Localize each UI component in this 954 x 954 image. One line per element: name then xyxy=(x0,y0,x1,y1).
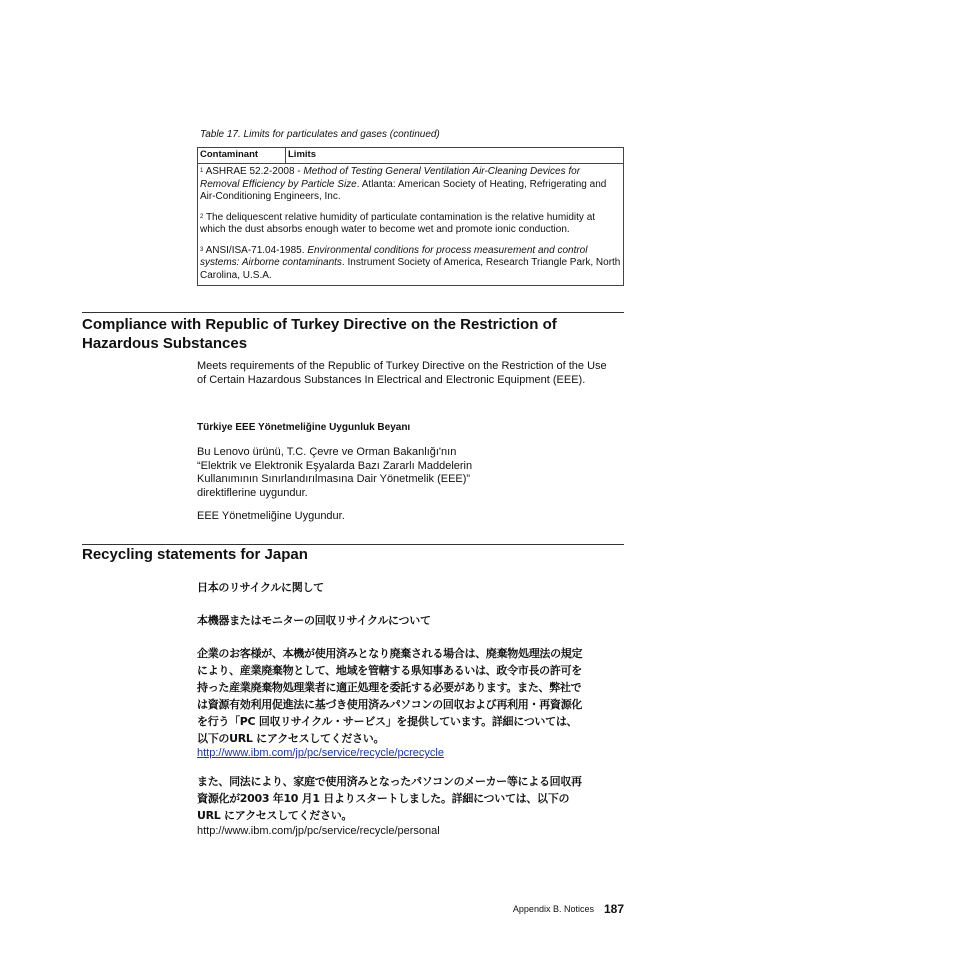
footnote-mark: 3 xyxy=(200,246,204,253)
limits-table xyxy=(197,147,624,286)
column-header-contaminant: Contaminant xyxy=(198,148,286,164)
footnote-3: $^3$ ANSI/ISA-71.04-1985. Environmental conditions for process measurement and control systems: Airborne contaminants. Instrument Society of America, Research Triangle Park, North Carolina, U.S.A. xyxy=(200,244,621,281)
footer-label: Appendix B. Notices xyxy=(512,904,594,914)
column-header-limits: Limits xyxy=(286,148,624,164)
footnote-1: $^1$ ASHRAE 52.2-2008 - Method of Testing General Ventilation Air-Cleaning Devices for Removal Efficiency by Particle Size. Atlanta: American Society of Heating, Refrigerating and Air-Conditioning Engineers, Inc. xyxy=(200,166,607,202)
japan-paragraph-household: また、同法により、家庭で使用済みとなったパソコンのメーカー等による回収再 資源化が2003 年10 月1 日よりスタートしました。詳細については、以下の URL にアクセスしてください。 xyxy=(197,775,582,822)
footnote-mark: 1 xyxy=(200,168,204,174)
table-caption: Table 17. Limits for particulates and gases (continued) xyxy=(200,129,440,140)
personal-recycle-url: http://www.ibm.com/jp/pc/service/recycle/personal xyxy=(197,825,440,837)
turkey-intro: Meets requirements of the Republic of Turkey Directive on the Restriction of the Use of Certain Hazardous Substances In Electrical and Electronic Equipment (EEE). xyxy=(197,360,607,386)
japan-section-heading: Recycling statements for Japan xyxy=(82,546,308,563)
japan-paragraph-business: 企業のお客様が、本機が使用済みとなり廃棄される場合は、廃棄物処理法の規定 により、産業廃棄物として、地域を管轄する県知事あるいは、政令市長の許可を 持った産業廃棄物処理業者に適正処理を委託する必要があります。また、弊社で は資源有効利用促進法に基づき使用済みパソコンの回収および再利用・再資源化 を行う「PC 回収リサイクル・サービス」を提供しています。詳細については、 以下のURL にアクセスしてください。 xyxy=(197,647,583,745)
table-footnotes xyxy=(198,164,624,286)
japan-title-recycling: 日本のリサイクルに関して xyxy=(197,581,324,594)
table-notes-row xyxy=(198,164,624,286)
footnote-mark: 2 xyxy=(200,213,204,220)
turkey-closing: EEE Yönetmeliğine Uygundur. xyxy=(197,510,345,522)
page-footer xyxy=(513,901,624,915)
turkey-statement: Bu Lenovo ürünü, T.C. Çevre ve Orman Bakanlığı'nın “Elektrik ve Elektronik Eşyalarda Bazı Zararlı Maddelerin Kullanımının Sınırlandırılmasına Dair Yönetmelik (EEE)” direktiflerine uygundur. xyxy=(197,446,473,499)
table-header-row xyxy=(198,148,624,164)
turkey-subheading: Türkiye EEE Yönetmeliğine Uygunluk Beyanı xyxy=(197,422,411,433)
turkey-section-heading: Compliance with Republic of Turkey Directive on the Restriction of Hazardous Substances xyxy=(82,316,557,352)
japan-title-collection: 本機器またはモニターの回収リサイクルについて xyxy=(197,614,431,627)
page-number: 187 xyxy=(603,902,624,916)
pcrecycle-link[interactable]: http://www.ibm.com/jp/pc/service/recycle/pcrecycle xyxy=(197,747,444,759)
section-divider xyxy=(82,312,624,313)
footnote-2: $^2$ The deliquescent relative humidity of particulate contamination is the relative humidity at which the dust absorbs enough water to become wet and promote ionic conduction. xyxy=(200,211,596,235)
